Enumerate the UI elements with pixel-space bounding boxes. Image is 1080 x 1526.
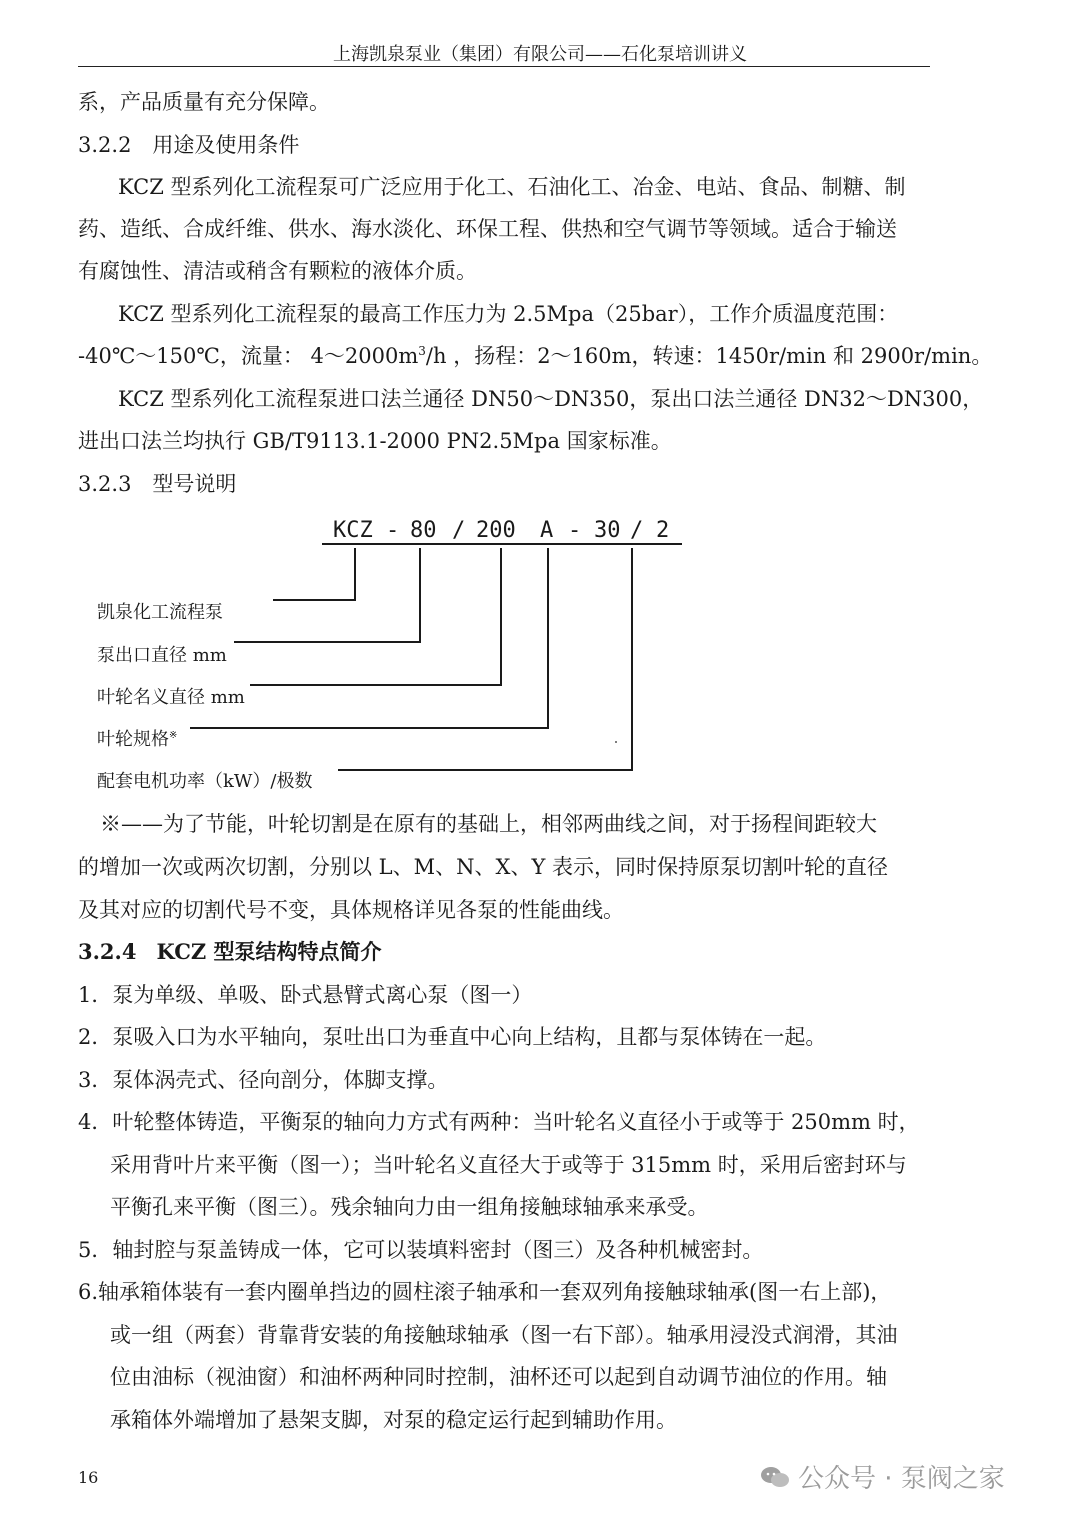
body-line: 药、造纸、合成纤维、供水、海水淡化、环保工程、供热和空气调节等领域。适合于输送 — [78, 217, 897, 241]
text-segment: -40℃～150℃，流量： 4～2000m — [78, 344, 419, 368]
wechat-icon — [760, 1465, 790, 1489]
feature-item: 3．泵体涡壳式、径向剖分，体脚支撑。 — [78, 1068, 449, 1092]
model-label-impeller: 叶轮名义直径 mm — [97, 687, 245, 708]
section-title-rest: 型泵结构特点简介 — [206, 939, 382, 964]
text-segment: /h ，扬程：2～160m，转速：1450r/min 和 2900r/min。 — [425, 344, 993, 368]
feature-item-cont: 平衡孔来平衡（图三）。残余轴向力由一组角接触球轴承来承受。 — [110, 1195, 709, 1219]
model-code-slash: / — [452, 518, 466, 543]
section-heading-3-2-2: 3.2.2 用途及使用条件 — [78, 133, 300, 157]
model-label-outlet: 泵出口直径 mm — [97, 645, 227, 666]
watermark — [760, 1458, 1005, 1495]
body-line: 系，产品质量有充分保障。 — [78, 90, 330, 114]
feature-item-cont: 或一组（两套）背靠背安装的角接触球轴承（图一右下部）。轴承用浸没式润滑，其油 — [110, 1323, 898, 1347]
page-number: 16 — [78, 1468, 99, 1487]
section-heading-3-2-4 — [78, 936, 382, 966]
note-line: 的增加一次或两次切割，分别以 L、M、N、X、Y 表示，同时保持原泵切割叶轮的直径 — [78, 855, 888, 879]
feature-item: 2．泵吸入口为水平轴向，泵吐出口为垂直中心向上结构，且都与泵体铸在一起。 — [78, 1025, 827, 1049]
model-label-series: 凯泉化工流程泵 — [97, 602, 223, 623]
leader-line-outlet — [234, 548, 420, 642]
model-code-spec: A — [540, 518, 554, 543]
body-line: KCZ 型系列化工流程泵可广泛应用于化工、石油化工、冶金、电站、食品、制糖、制 — [118, 175, 906, 199]
label-text: 叶轮规格 — [97, 729, 169, 750]
dot-mark — [615, 741, 617, 743]
body-line: 进出口法兰均执行 GB/T9113.1-2000 PN2.5Mpa 国家标准。 — [78, 429, 672, 453]
model-label-spec — [97, 725, 177, 751]
model-code-impeller: 200 — [476, 518, 516, 543]
feature-item: 1．泵为单级、单吸、卧式悬臂式离心泵（图一） — [78, 983, 533, 1007]
model-code-power: 30 — [594, 518, 621, 543]
model-code-series: KCZ — [333, 518, 373, 543]
body-line: KCZ 型系列化工流程泵进口法兰通径 DN50～DN350，泵出口法兰通径 DN32～DN300， — [118, 387, 984, 411]
leader-line-series — [273, 548, 355, 600]
model-code-dash: - — [386, 518, 400, 543]
note-line: ※——为了节能，叶轮切割是在原有的基础上，相邻两曲线之间，对于扬程间距较大 — [100, 812, 877, 836]
page-header-title: 上海凯泉泵业（集团）有限公司——石化泵培训讲义 — [333, 44, 747, 65]
note-line: 及其对应的切割代号不变，具体规格详见各泵的性能曲线。 — [78, 898, 624, 922]
feature-item-cont: 采用背叶片来平衡（图一）；当叶轮名义直径大于或等于 315mm 时，采用后密封环与 — [110, 1153, 907, 1177]
feature-item-cont: 位由油标（视油窗）和油杯两种同时控制，油杯还可以起到自动调节油位的作用。轴 — [110, 1365, 887, 1389]
watermark-text: 公众号 · 泵阀之家 — [798, 1464, 1005, 1494]
section-heading-3-2-3: 3.2.3 型号说明 — [78, 472, 237, 496]
note-mark: ※ — [169, 730, 178, 741]
leader-line-power — [338, 548, 632, 770]
model-code-dash: - — [568, 518, 582, 543]
feature-item: 4．叶轮整体铸造，平衡泵的轴向力方式有两种：当叶轮名义直径小于或等于 250mm 时， — [78, 1110, 920, 1134]
model-code-slash: / — [630, 518, 644, 543]
model-code-poles: 2 — [656, 518, 670, 543]
model-code-outlet: 80 — [410, 518, 437, 543]
body-line: KCZ 型系列化工流程泵的最高工作压力为 2.5Mpa（25bar），工作介质温度范围： — [118, 302, 899, 326]
body-line: 有腐蚀性、清洁或稍含有颗粒的液体介质。 — [78, 259, 477, 283]
model-label-power: 配套电机功率（kW）/极数 — [97, 771, 313, 792]
leader-line-impeller — [250, 548, 501, 685]
feature-item-cont: 承箱体外端增加了悬架支脚，对泵的稳定运行起到辅助作用。 — [110, 1408, 677, 1432]
section-number: 3.2.4 — [78, 939, 137, 964]
section-title-model: KCZ — [156, 939, 207, 964]
superscript: 3 — [418, 344, 426, 358]
feature-item: 6.轴承箱体装有一套内圈单挡边的圆柱滚子轴承和一套双列角接触球轴承(图一右上部)， — [78, 1280, 892, 1304]
feature-item: 5．轴封腔与泵盖铸成一体，它可以装填料密封（图三）及各种机械密封。 — [78, 1238, 764, 1262]
